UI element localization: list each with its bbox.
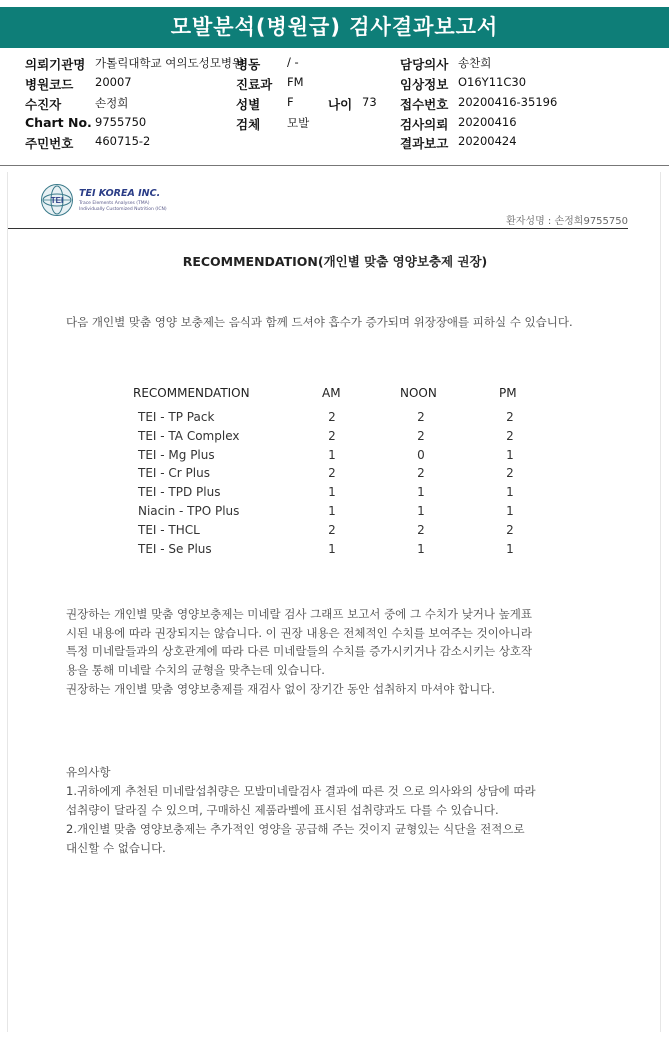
tei-logo <box>41 182 181 218</box>
logo-subtitle: Trace Elements Analyses (TMA) <box>79 201 150 206</box>
supplement-name: TEI - THCL <box>138 522 200 537</box>
noon-dose: 1 <box>417 504 425 518</box>
am-dose: 1 <box>328 447 336 462</box>
info-label: 임상정보 <box>400 77 449 92</box>
logo-rule <box>8 228 628 229</box>
info-row <box>0 55 669 73</box>
logo-brand: TEI KOREA INC. <box>79 188 161 199</box>
recommendation-title: RECOMMENDATION(개인별 맞춤 영양보충제 권장) <box>182 254 488 269</box>
supplement-name: TEI - Mg Plus <box>138 447 215 462</box>
pm-dose: 2 <box>506 522 514 537</box>
supplement-name: TEI - TP Pack <box>138 410 215 424</box>
supplement-name: TEI - Se Plus <box>138 541 212 556</box>
info-row <box>0 75 669 93</box>
info-value: 20200416 <box>458 115 517 129</box>
noon-dose: 2 <box>417 410 425 424</box>
info-value: FM <box>287 75 304 89</box>
info-value: 73 <box>362 95 377 109</box>
patient-name-line: 환자성명 : 손정희9755750 <box>506 216 628 227</box>
supplement-name: TEI - TPD Plus <box>138 485 221 500</box>
table-row <box>8 485 662 504</box>
info-value: 20007 <box>95 75 132 89</box>
intro-text: 다음 개인별 맞춤 영양 보충제는 음식과 함께 드셔야 흡수가 증가되며 위장장애를 피하실 수 있습니다. <box>66 315 573 329</box>
info-label: 접수번호 <box>400 97 449 112</box>
pm-dose: 1 <box>506 447 514 462</box>
info-value: 9755750 <box>95 115 147 129</box>
header-divider <box>0 165 669 166</box>
noon-dose: 2 <box>417 428 425 443</box>
svg-text:TEI: TEI <box>50 196 64 205</box>
info-value: / - <box>287 55 299 69</box>
info-label: 성별 <box>236 97 261 112</box>
noon-dose: 0 <box>417 447 425 462</box>
info-label: 주민번호 <box>25 136 74 151</box>
supplement-name: Niacin - TPO Plus <box>138 504 240 518</box>
info-row <box>0 95 669 113</box>
recommendation-notice <box>66 605 626 699</box>
notes-list <box>66 782 626 858</box>
pm-dose: 2 <box>506 466 514 481</box>
noon-dose: 2 <box>417 522 425 537</box>
table-row <box>8 429 662 448</box>
info-label: 나이 <box>328 97 353 112</box>
info-label: 담당의사 <box>400 57 449 72</box>
info-label: 수진자 <box>25 97 62 112</box>
info-row <box>0 115 669 133</box>
supplement-name: TEI - TA Complex <box>138 428 240 443</box>
table-row <box>8 448 662 467</box>
info-label: Chart No. <box>25 115 92 130</box>
info-label: 병원코드 <box>25 77 74 92</box>
info-label: 병동 <box>236 57 261 72</box>
am-dose: 1 <box>328 504 336 518</box>
am-dose: 1 <box>328 541 336 556</box>
patient-info-block <box>0 55 669 165</box>
notice-line: 시된 내용에 따라 권장되지는 않습니다. 이 권장 내용은 전체적인 수치를 보여주는 것이아니라 <box>66 625 533 640</box>
note-line: 섭취량이 달라질 수 있으며, 구매하신 제품라벨에 표시된 섭취량과도 다를 수 있습니다. <box>66 803 499 817</box>
am-dose: 1 <box>328 485 336 500</box>
notice-line: 용을 통해 미네랄 수치의 균형을 맞추는데 있습니다. <box>66 663 325 678</box>
info-value: F <box>287 95 294 109</box>
table-header: PM <box>499 386 517 400</box>
am-dose: 2 <box>328 522 336 537</box>
pm-dose: 2 <box>506 428 514 443</box>
report-title-bar <box>0 7 669 48</box>
table-header: RECOMMENDATION <box>133 386 250 400</box>
note-line: 1.귀하에게 추천된 미네랄섭취량은 모발미네랄검사 결과에 따른 것 으로 의사와의 상담에 따라 <box>66 784 536 798</box>
table-row <box>8 542 662 561</box>
table-row <box>8 466 662 485</box>
note-line: 2.개인별 맞춤 영양보충제는 추가적인 영양을 공급해 주는 것이지 균형있는 식단을 전적으로 <box>66 822 525 836</box>
table-row <box>8 523 662 542</box>
notice-line: 특정 미네랄들과의 상호관계에 따라 다른 미네랄들의 수치를 증가시키거나 감소시키는 상호작 <box>66 644 533 659</box>
info-label: 의뢰기관명 <box>25 57 86 72</box>
info-label: 결과보고 <box>400 136 449 151</box>
info-value: 송찬희 <box>458 56 492 70</box>
am-dose: 2 <box>328 428 336 443</box>
globe-icon <box>41 184 73 216</box>
info-value: O16Y11C30 <box>458 75 527 89</box>
info-label: 진료과 <box>236 77 273 92</box>
table-row <box>8 504 662 523</box>
info-label: 검사의뢰 <box>400 117 449 132</box>
noon-dose: 1 <box>417 541 425 556</box>
noon-dose: 2 <box>417 466 425 481</box>
notice-line: 권장하는 개인별 맞춤 영양보충제는 미네랄 검사 그래프 보고서 중에 그 수치가 낮거나 높게표 <box>66 607 533 621</box>
pm-dose: 1 <box>506 541 514 556</box>
table-header: NOON <box>400 386 437 400</box>
info-value: 가톨릭대학교 여의도성모병원 <box>95 56 244 70</box>
table-row <box>8 410 662 429</box>
supplement-name: TEI - Cr Plus <box>138 466 210 481</box>
am-dose: 2 <box>328 410 336 424</box>
pm-dose: 1 <box>506 504 514 518</box>
info-value: 모발 <box>287 116 310 130</box>
notice-line: 권장하는 개인별 맞춤 영양보충제를 재검사 없이 장기간 동안 섭취하지 마셔야 합니다. <box>66 681 496 696</box>
am-dose: 2 <box>328 466 336 481</box>
info-value: 손정희 <box>95 96 129 110</box>
note-line: 대신할 수 없습니다. <box>66 841 166 855</box>
logo-subtitle: Individually Customized Nutrition (ICN) <box>79 207 167 212</box>
info-value: 20200416-35196 <box>458 95 558 109</box>
info-row <box>0 134 669 152</box>
noon-dose: 1 <box>417 485 425 500</box>
info-value: 20200424 <box>458 134 517 148</box>
pm-dose: 2 <box>506 410 514 424</box>
table-header: AM <box>322 386 341 400</box>
pm-dose: 1 <box>506 485 514 500</box>
info-label: 검체 <box>236 117 261 132</box>
notes-title: 유의사항 <box>66 765 111 779</box>
report-title: 모발분석(병원급) 검사결과보고서 <box>170 15 499 39</box>
scanned-report-page <box>7 172 661 1032</box>
info-value: 460715-2 <box>95 134 151 148</box>
